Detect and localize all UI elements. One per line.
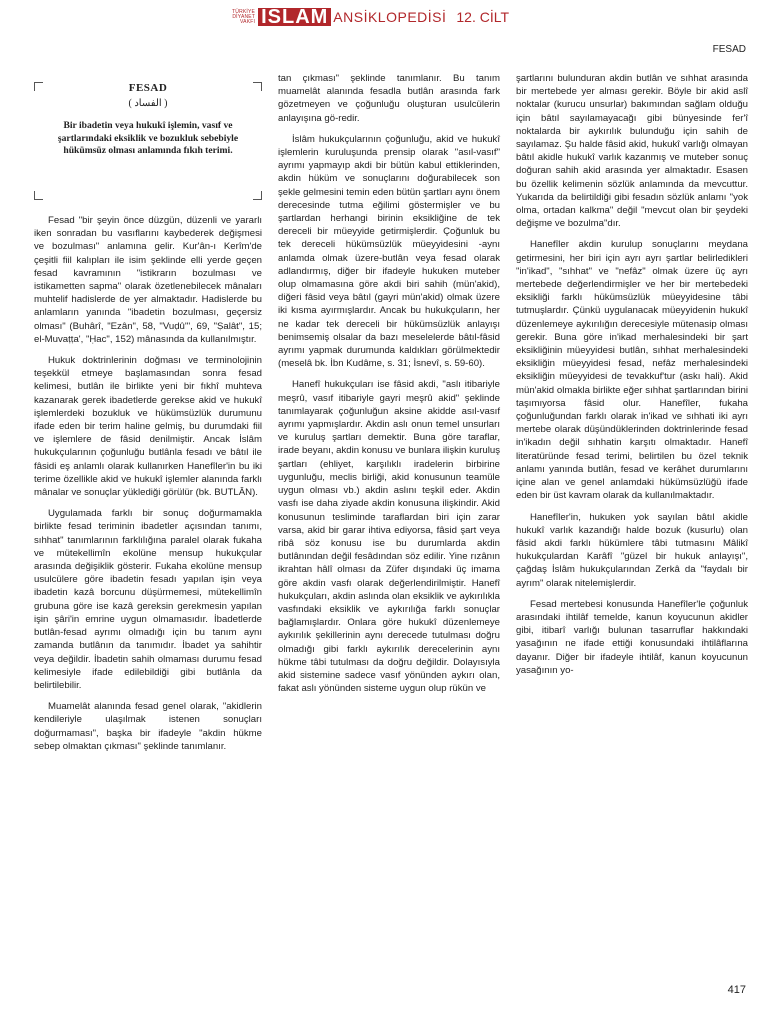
column-1 (34, 72, 262, 761)
publisher-mark (232, 10, 255, 25)
paragraph: Hanefî hukukçuları ise fâsid akdi, "aslı itibariyle meşrû, vasıf itibariyle gayri meşrû akid" şeklinde tanımlayarak çoğunluğun aksine akidde asıl-vasıf ayrımı yapmışlardır. Akdin aslı onun temel unsurları ve kuruluş şartları demektir. Buna göre taraflar, irade beyanı, akdin konusu ve bunlara ilişkin kuruluş şartları (ehliyet, karşılıklı iradelerin birbirine uygunluğu, meclis birliği, akid konusunun teamüle uygun olması vb.) akdin aslını teşkil eder. Akdin vasfı ise daha ziyade akdin konusuna ilişkindir. Akid konusunun tesliminde taraflardan biri için zarar varsa, akid bir garar ihtiva ediyorsa, fâsid şart veya ribâ söz konusu ise bu durumlarda akdin butlânından değil fesâdından söz edilir. Yine rızânın ikrahtan hâlî olması da Züfer dışındaki üç imama göre akdin vasfı olarak değerlendirilmiştir. Hanefî hukukçuları, akdin aslında olan eksiklik ve aykırılıkla vasfındaki eksiklik ve aykırılığa farklı sonuçlar bağlamışlardır. Onlara göre hukukî düzenlemeye aykırılık şekillerinin aynı derecede tutulması doğru olmadığı gibi farklı aykırılık derecelerinin aynı hükme tâbi tutulması da doğru değildir. Dolayısıyla akid sistemine sadece vasıf yönünden aykırı olan, fakat aslı yönünden sisteme uygun olup rükün ve (278, 379, 500, 695)
paragraph: Muamelât alanında fesad genel olarak, "akidlerin kendileriyle ulaşılmak istenen sonuçları doğurmaması", başka bir ifadeyle "akdin hükme sebep olmaktan çıkması" şeklinde tanımlanır. (34, 701, 262, 752)
column-3 (516, 72, 748, 685)
entry-arabic-title: ( الفساد ) (128, 98, 168, 110)
paragraph: Hukuk doktrinlerinin doğması ve terminolojinin teşekkül etmeye başlamasından sonra fesad kelimesi, butlân ile birlikte yeni bir fıkhî muhteva kazanarak gerek ibadetlerde gerekse akid ve hukukî işlemlerdeki bozukluk ve hükümsüzlük durumunu ifade eden bir terim haline gelmiş, bu durumdaki fiil ve işlemlere de fâsid denilmiştir. Ancak İslâm hukukçularının çoğunluğu butlânla fesadı ve bâtıl ile fâsidi eş anlamlı olarak kullanırken Hanefîler'in bu iki terime özellikle akid ve hukukî işlemler alanında farklı mânalar ve sonuçlar yüklediği görülür (bk. BUTLÂN). (34, 355, 262, 499)
paragraph: Hanefîler'in, hukuken yok sayılan bâtıl akidle hukukî varlık kazandığı halde bozuk (kusurlu) olan fâsid akdi farklı hükümlere tâbi tutmasını Mâlikî hukukçulardan Karâfî "güzel bir hukuk anlayışı", çağdaş İslâm hukukçularından Zerkâ da "faydalı bir ayrım" olarak nitelemişlerdir. (516, 511, 748, 589)
corner-mark (34, 82, 43, 91)
entry-header-box (34, 82, 262, 200)
volume-label: 12. CİLT (456, 9, 510, 25)
encyclopedia-logo (232, 8, 509, 26)
publisher-line: DİYANET (232, 13, 256, 20)
paragraph: Fesad "bir şeyin önce düzgün, düzenli ve yararlı iken sonradan bu vasıflarını kaybederek değişmesi ve bozulması" anlamına gelir. Kur'ân-ı Kerîm'de çeşitli fiil kalıpları ile isim şeklinde elli yerde geçen fesad kavramının "istikrarın bozulması ve istikametten sapma" olarak özetlenebilecek mânaları muhtelif hadislerde de yer almaktadır. Hadislerde bu anlamların yanında "ibadetin bozulması, geçersiz olması" (Buhârî, "Ezân", 58, "Vuḍû'", 69, "Ṣalât", 15; el-Muvaṭṭa', "Ḥac", 152) mânasında da kullanılmıştır. (34, 215, 262, 345)
corner-mark (253, 82, 262, 91)
page-number: 417 (727, 984, 746, 996)
corner-mark (34, 191, 43, 200)
paragraph: Fesad mertebesi konusunda Hanefîler'le çoğunluk arasındaki ihtilâf temelde, kanun koyucunun akidler gibi, itibarî varlığı bulunan tasarruflar hakkındaki yasağının ne ifade ettiği konusundaki ihtilâflarına dayanır. Diğer bir ifadeyle ihtilâf, kanun koyucunun yasağının yo- (516, 598, 748, 676)
publisher-line: VAKFI (240, 18, 256, 25)
paragraph: tan çıkması" şeklinde tanımlanır. Bu tanım muamelât alanında fesadla butlân arasında fark gözetmeyen ve çoğunluğu oluşturan usulcülerin anlayışına gö-redir. (278, 73, 500, 124)
islam-wordmark: İSLÂM (258, 8, 331, 26)
paragraph: şartlarını bulunduran akdin butlân ve sıhhat arasında bir mertebede yer alması gerekir. Böyle bir akid aslî noktalar (kurucu unsurlar) bakımından sağlam olduğu için bâtıl sayılamayacağı gibi bünyesinde fer'î noktalarda bir aykırılık bulunduğu için sahih de sayılamaz. Şu halde fâsid akid, hukukî varlığı olmayan bâtıl akidle hukukî varlık kazanmış ve muteber sonuç doğuran sahih akid arasında yer almaktadır. Esasen bu özellik kelimenin sözlük anlamında da mevcuttur. Yukarıda da belirtildiği gibi fesadın sözlük anlamı "yok olma, ortadan kalkma" değil "mevcut olan bir şeydeki değişme ve bozulma"dır. (516, 73, 748, 230)
publisher-line: TÜRKİYE (232, 8, 256, 15)
entry-definition: Bir ibadetin veya hukukî işlemin, vasıf ve şartlarındaki eksiklik ve bozukluk sebebiyle hükümsüz olması anlamında fıkıh terimi. (57, 120, 239, 157)
column-2 (278, 72, 500, 703)
paragraph: Hanefîler akdin kurulup sonuçlarını meydana getirmesini, her biri için ayrı ayrı şartlar belirledikleri "in'ikad", "sıhhat" ve "nefâz" olmak üzere üç ayrı mertebede değerlendirmişler ve her bir mertebedeki eksikliği farklı hükümsüzlük müeyyidesine tâbi tutmuşlardır. Çünkü uygulanacak müeyyidenin hukukî düzenlemeye aykırılığın derecesiyle mütenasip olması gerekir. Buna göre in'ikad merhalesindeki bir şart eksikliğinin müeyyidesi butlân, sıhhat merhalesindeki eksikliğin müeyyidesi fesad, nefâz merhalesindeki eksikliğin müeyyidesi de tevakkuf'tur (askı hali). Akid mün'akid olmakla birlikte eğer sıhhat şartlarından birini taşımıyorsa fâsid olur. Hanefîler, fukaha çoğunluğundan farklı olarak in'ikad ve sıhhati iki ayrı mertebe olarak düşündüklerinden doktrinlerinde fesad in'ikadın değil sıhhatin karşıtı olmaktadır. Hanefî literatüründe fesad terimi, belirtilen bu özel teknik anlamı yanında butlân, fesad ve kerâhet durumlarını içine alan ve genel anlamdaki hükümsüzlüğü ifade eden bir üst kavram olarak da kullanılmaktadır. (516, 239, 748, 502)
corner-mark (253, 191, 262, 200)
page-header (0, 0, 768, 55)
paragraph: İslâm hukukçularının çoğunluğu, akid ve hukukî işlemlerin kuruluşunda prensip olarak "asıl-vasıf" ayrımı yapmayıp akdi bir bütün kabul ettiklerinden, akdin hüküm ve sonuçlarını doğurabilecek son şekle gelmesini temin eden bütün şartları aynı önem derecesinde tutma eğilimi göstermişler ve bu şartlardan herhangi birinin eksikliğine de tek dereceli bir müeyyide getirmişlerdir. Çoğunluk bu tek dereceli hükümsüzlük müeyyidesini -aynı anlamda olmak üzere-butlân veya fesad olarak adlandırmış, diğer bir ifadeyle hukuken muteber olup olmamasına göre akdi biri sahih (mün'akid), diğeri fâsid veya bâtıl (gayri mün'akid) olmak üzere iki kısma ayırmışlardır. Ancak bu hukukçuların, her ne kadar tek dereceli bir hükümsüzlük anlayışı benimsemiş olsalar da bazı meselelerde bâtıl-fâsid ayrımı yapmak durumunda kaldıkları görülmektedir (meselâ bk. İbn Kudâme, s. 31; İsnevî, s. 59-60). (278, 133, 500, 370)
running-title: FESAD (712, 44, 746, 55)
paragraph: Uygulamada farklı bir sonuç doğurmamakla birlikte fesad teriminin ibadetler açısından tanımı, sıhhat" tanımlarının farklılığına paralel olarak fukaha ve mütekellimîn ekolüne mensup hukukçular arasında değişiklik gösterir. Fukaha ekolüne mensup usulcülere göre ibadetin fesadı yapılan işin veya ibadetin kazâ borcunu düşürmemesi, mütekellimîn grubuna göre ise kazâ gereksin gerekmesin yapılan işin şâri'in emrine uygun olmamasıdır. İbadetlerde butlân-fesad ayrımı olmadığı için bu tanım aynı zamanda butlânın da tanımıdır. İbadet ya sahihtir veya değildir. İbadetin sahih olmaması durumu fesad kelimesiyle ifade edilebildiği gibi butlânla da belirtilebilir. (34, 508, 262, 691)
ansiklopedisi-wordmark: ANSİKLOPEDİSİ (333, 9, 447, 25)
entry-title: FESAD (128, 82, 168, 94)
